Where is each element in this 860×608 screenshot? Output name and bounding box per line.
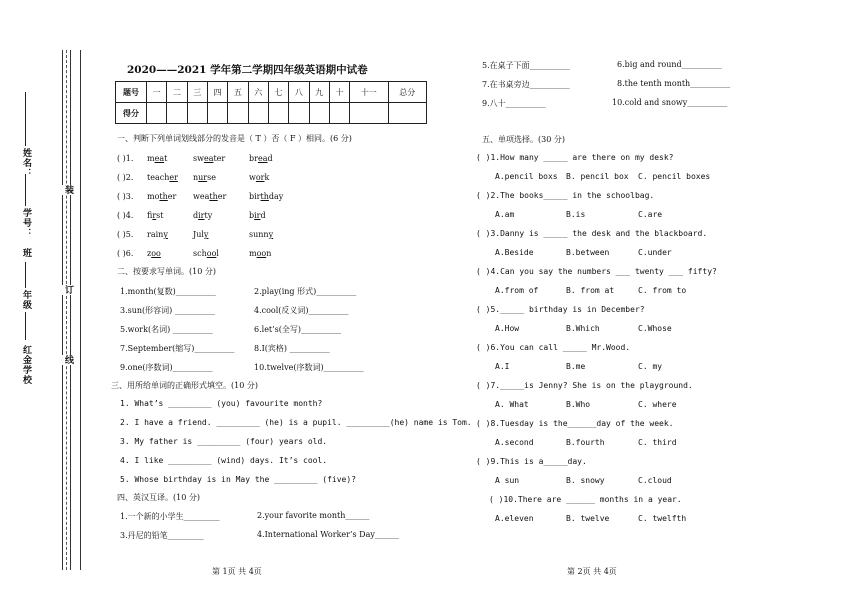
- name-field-line: [25, 92, 26, 146]
- option-b[interactable]: B.is: [566, 210, 586, 219]
- score-table-header-row: [116, 82, 427, 103]
- section2-item[interactable]: 10.twelve(序数词)__________: [254, 363, 364, 372]
- word-segment: er: [167, 192, 177, 201]
- option-b[interactable]: B. twelve: [566, 514, 610, 523]
- underlined-segment: ea: [257, 154, 268, 163]
- word-segment: d: [260, 211, 266, 220]
- score-column-label: 三: [187, 82, 207, 103]
- question-text[interactable]: ( )2.The books_____ in the schoolbag.: [476, 191, 655, 200]
- question-text[interactable]: ( )7._____is Jenny? She is on the playground.: [476, 381, 693, 390]
- underlined-segment: th: [159, 192, 168, 201]
- word-segment: sunn: [249, 230, 269, 239]
- option-b[interactable]: B. snowy: [566, 476, 605, 485]
- section2-item[interactable]: 1.month(复数)__________: [120, 287, 216, 296]
- section2-heading: 二、按要求写单词。(10 分): [117, 267, 216, 276]
- section1-answer-blank[interactable]: ( )4.: [117, 211, 134, 220]
- binding-line: [70, 50, 71, 570]
- word-segment: f: [147, 211, 153, 220]
- word-segment: b: [249, 211, 255, 220]
- section1-word: [249, 211, 266, 220]
- section2-item[interactable]: 4.cool(反义词)__________: [254, 306, 349, 315]
- class-field-line: [25, 262, 26, 288]
- score-cell[interactable]: [309, 103, 329, 124]
- word-segment: wea: [193, 192, 210, 201]
- score-column-label: 七: [268, 82, 288, 103]
- score-cell[interactable]: [350, 103, 388, 124]
- section4-item[interactable]: 2.your favorite month______: [257, 511, 370, 520]
- section1-word: [147, 154, 167, 163]
- section1-word: [147, 211, 164, 220]
- word-segment: se: [207, 173, 216, 182]
- score-row-label: 题号: [116, 82, 147, 103]
- number-field-line: [25, 174, 26, 206]
- score-column-label: 五: [228, 82, 248, 103]
- word-segment: d: [193, 211, 199, 220]
- section2-item[interactable]: 5.work(名词) __________: [120, 325, 213, 334]
- underlined-segment: ur: [198, 173, 208, 182]
- score-column-label: 十一: [350, 82, 388, 103]
- option-a[interactable]: A.am: [495, 210, 515, 219]
- score-cell[interactable]: [207, 103, 227, 124]
- question-text[interactable]: ( )8.Tuesday is the______day of the week.: [476, 419, 674, 428]
- section2-item[interactable]: 8.I(宾格) __________: [254, 344, 330, 353]
- section4-item[interactable]: 5.在桌子下面__________: [482, 61, 570, 70]
- score-column-label: 四: [207, 82, 227, 103]
- section1-word: [193, 230, 208, 239]
- option-b[interactable]: B. pencil box: [566, 172, 629, 181]
- word-segment: teach: [147, 173, 170, 182]
- section4-item[interactable]: 1.一个新的小学生_________: [120, 512, 220, 521]
- option-c[interactable]: C. where: [638, 400, 677, 409]
- binding-line: [62, 50, 63, 570]
- binding-dashed-line: [66, 50, 67, 570]
- option-c[interactable]: C. twelfth: [638, 514, 687, 523]
- score-cell[interactable]: [167, 103, 187, 124]
- section1-word: [193, 173, 216, 182]
- option-b[interactable]: B.fourth: [566, 438, 605, 447]
- number-label: 学号：: [21, 208, 31, 238]
- word-segment: er: [217, 192, 227, 201]
- word-segment: d: [267, 154, 273, 163]
- word-segment: ty: [204, 211, 213, 220]
- name-label: 姓名：: [21, 148, 31, 178]
- option-c[interactable]: C. third: [638, 438, 677, 447]
- option-a[interactable]: A. What: [495, 400, 529, 409]
- section1-word: [147, 249, 161, 258]
- option-c[interactable]: C.cloud: [638, 476, 672, 485]
- word-segment: st: [156, 211, 164, 220]
- grade-field-line: [25, 312, 26, 340]
- question-text[interactable]: ( )10.There are ______ months in a year.: [489, 495, 682, 504]
- score-cell[interactable]: [329, 103, 349, 124]
- option-b[interactable]: B.between: [566, 248, 610, 257]
- section1-word: [249, 173, 269, 182]
- section2-item[interactable]: 7.September(缩写)__________: [120, 344, 235, 353]
- section3-heading: 三、用所给单词的正确形式填空。(10 分): [111, 381, 258, 390]
- word-segment: sch: [193, 249, 207, 258]
- option-a[interactable]: A.How: [495, 324, 520, 333]
- score-table-score-row: [116, 103, 427, 124]
- option-a[interactable]: A.Beside: [495, 248, 534, 257]
- score-table: [115, 81, 427, 124]
- section1-answer-blank[interactable]: ( )6.: [117, 249, 134, 258]
- score-column-label: 六: [248, 82, 268, 103]
- question-text[interactable]: ( )9.This is a_____day.: [476, 457, 587, 466]
- section3-item[interactable]: 4. I like _________ (wind) days. It’s cool.: [120, 456, 328, 465]
- class-label: 班: [21, 248, 31, 258]
- option-a[interactable]: A.I: [495, 362, 510, 371]
- section4-item[interactable]: 9.八十__________: [482, 99, 546, 108]
- section2-item[interactable]: 6.let’s(全写)__________: [254, 325, 342, 334]
- exam-title: 2020——2021 学年第二学期四年级英语期中试卷: [127, 64, 368, 76]
- underlined-segment: th: [260, 192, 269, 201]
- option-a[interactable]: A sun: [495, 476, 520, 485]
- section1-answer-blank[interactable]: ( )3.: [117, 192, 134, 201]
- section4-item[interactable]: 7.在书桌旁边__________: [482, 80, 570, 89]
- section1-word: [147, 173, 178, 182]
- score-column-label: 八: [289, 82, 309, 103]
- option-b[interactable]: B. from at: [566, 286, 615, 295]
- section4-heading: 四、英汉互译。(10 分): [117, 493, 200, 502]
- section4-item[interactable]: 10.cold and snowy__________: [612, 98, 728, 107]
- score-column-label: 总分: [388, 82, 427, 103]
- footer-page-right: 第 2页 共 4页: [567, 567, 617, 576]
- question-text[interactable]: ( )3.Danny is _____ the desk and the blackboard.: [476, 229, 708, 238]
- section1-word: [193, 154, 225, 163]
- section1-word: [249, 154, 273, 163]
- section1-word: [193, 211, 212, 220]
- word-segment: n: [193, 173, 199, 182]
- seal-char: 装: [63, 185, 73, 195]
- section4-item[interactable]: 8.the tenth month__________: [617, 79, 731, 88]
- section1-word: [249, 249, 271, 258]
- underlined-segment: y: [203, 230, 209, 239]
- section2-item[interactable]: 2.play(ing 形式)__________: [254, 287, 357, 296]
- section1-answer-blank[interactable]: ( )2.: [117, 173, 134, 182]
- section1-word: [193, 249, 219, 258]
- section3-item[interactable]: 1. What’s _________ (you) favourite month?: [120, 399, 323, 408]
- section1-word: [249, 192, 283, 201]
- grade-label: 年级: [21, 290, 31, 310]
- section4-item[interactable]: 6.big and round__________: [617, 60, 722, 69]
- underlined-segment: oo: [206, 249, 217, 258]
- section1-heading: 一、判断下列单词划线部分的发音是（ T ）否（ F ）相同。(6 分): [117, 134, 352, 143]
- section1-word: [147, 230, 168, 239]
- section3-item[interactable]: 3. My father is _________ (four) years old.: [120, 437, 328, 446]
- underlined-segment: y: [163, 230, 168, 239]
- section3-item[interactable]: 5. Whose birthday is in May the _________ (five)?: [120, 475, 357, 484]
- option-a[interactable]: A.pencil boxs: [495, 172, 558, 181]
- word-segment: br: [249, 154, 258, 163]
- binding-line: [80, 50, 81, 570]
- underlined-segment: oo: [151, 249, 161, 258]
- option-a[interactable]: A.eleven: [495, 514, 534, 523]
- word-segment: bir: [249, 192, 261, 201]
- section2-item[interactable]: 9.one(序数词)__________: [120, 363, 213, 372]
- word-segment: k: [264, 173, 270, 182]
- option-b[interactable]: B.Which: [566, 324, 600, 333]
- score-cell[interactable]: [248, 103, 268, 124]
- option-c[interactable]: C. pencil boxes: [638, 172, 711, 181]
- option-c[interactable]: C.under: [638, 248, 672, 257]
- option-c[interactable]: C. from to: [638, 286, 687, 295]
- word-segment: z: [147, 249, 152, 258]
- word-segment: day: [268, 192, 284, 201]
- word-segment: l: [216, 249, 219, 258]
- score-column-label: 二: [167, 82, 187, 103]
- option-c[interactable]: C. my: [638, 362, 663, 371]
- section5-heading: 五、单项选择。(30 分): [482, 135, 565, 144]
- section4-item[interactable]: 3.丹尼的铅笔_________: [120, 531, 204, 540]
- word-segment: m: [249, 249, 257, 258]
- section1-word: [147, 192, 176, 201]
- section4-item[interactable]: 4.International Worker’s Day______: [257, 530, 399, 539]
- underlined-segment: y: [268, 230, 274, 239]
- option-b[interactable]: B.me: [566, 362, 586, 371]
- word-segment: n: [266, 249, 272, 258]
- word-segment: sw: [193, 154, 204, 163]
- section1-word: [249, 230, 273, 239]
- word-segment: rain: [147, 230, 164, 239]
- underlined-segment: ea: [154, 154, 165, 163]
- section1-answer-blank[interactable]: ( )5.: [117, 230, 134, 239]
- score-cell[interactable]: [268, 103, 288, 124]
- underlined-segment: ea: [203, 154, 214, 163]
- section1-answer-blank[interactable]: ( )1.: [117, 154, 134, 163]
- section3-item[interactable]: 2. I have a friend. _________ (he) is a pupil. _________(he) name is Tom.: [120, 418, 472, 427]
- word-segment: ter: [213, 154, 226, 163]
- question-text[interactable]: ( )4.Can you say the numbers ___ twenty ___ fifty?: [476, 267, 717, 276]
- score-column-label: 十: [329, 82, 349, 103]
- section2-item[interactable]: 3.sun(形容词) __________: [120, 306, 215, 315]
- score-column-label: 九: [309, 82, 329, 103]
- word-segment: Jul: [193, 230, 204, 239]
- option-c[interactable]: C.Whose: [638, 324, 672, 333]
- underlined-segment: ir: [254, 211, 261, 220]
- underlined-segment: th: [209, 192, 218, 201]
- school-label: 红金学校: [21, 345, 31, 385]
- word-segment: m: [147, 154, 155, 163]
- word-segment: mo: [147, 192, 160, 201]
- question-text[interactable]: ( )6.You can call _____ Mr.Wood.: [476, 343, 631, 352]
- underlined-segment: or: [255, 173, 265, 182]
- score-cell[interactable]: [147, 103, 167, 124]
- option-c[interactable]: C.are: [638, 210, 663, 219]
- score-row-label: 得分: [116, 103, 147, 124]
- score-column-label: 一: [147, 82, 167, 103]
- underlined-segment: ir: [152, 211, 157, 220]
- footer-page-left: 第 1页 共 4页: [212, 567, 262, 576]
- option-b[interactable]: B.Who: [566, 400, 591, 409]
- underlined-segment: er: [169, 173, 178, 182]
- option-a[interactable]: A.second: [495, 438, 534, 447]
- section1-word: [193, 192, 226, 201]
- score-cell[interactable]: [228, 103, 248, 124]
- question-text[interactable]: ( )5._____ birthday is in December?: [476, 305, 645, 314]
- word-segment: w: [249, 173, 256, 182]
- underlined-segment: oo: [256, 249, 267, 258]
- seal-char: 订: [63, 285, 73, 295]
- score-cell[interactable]: [388, 103, 427, 124]
- question-text[interactable]: ( )1.How many _____ are there on my desk?: [476, 153, 674, 162]
- underlined-segment: ir: [198, 211, 205, 220]
- word-segment: t: [164, 154, 168, 163]
- option-a[interactable]: A.from of: [495, 286, 539, 295]
- seal-char: 线: [63, 355, 73, 365]
- score-cell[interactable]: [187, 103, 207, 124]
- score-cell[interactable]: [289, 103, 309, 124]
